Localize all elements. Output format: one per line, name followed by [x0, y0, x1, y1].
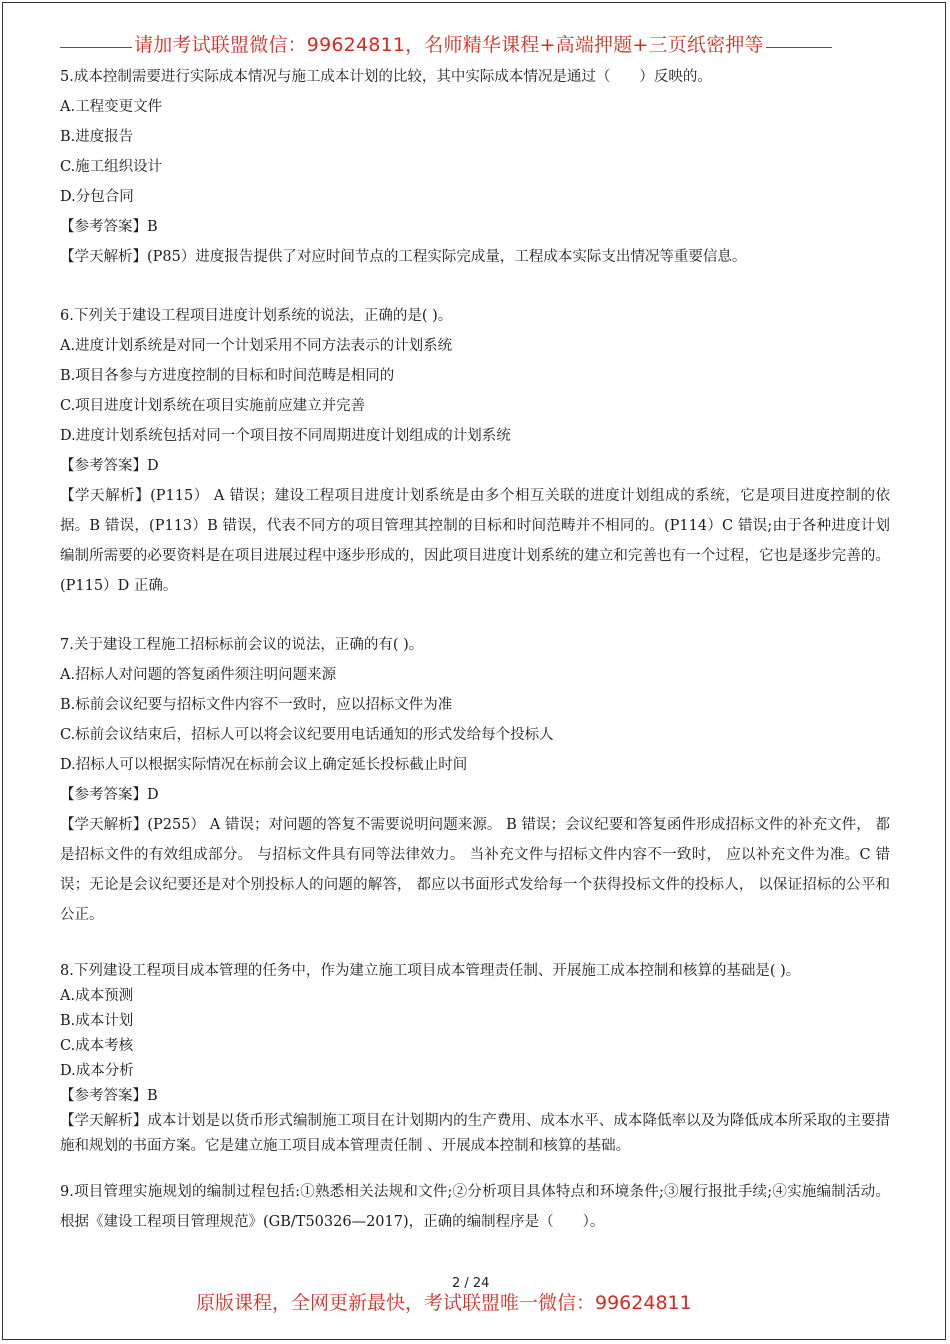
- option-b: B.标前会议纪要与招标文件内容不一致时，应以招标文件为准: [60, 697, 453, 713]
- spacer: [60, 272, 890, 301]
- reference-answer: 【参考答案】B: [60, 1088, 158, 1104]
- option-d: D.分包合同: [60, 189, 134, 205]
- question-6: [60, 301, 890, 601]
- option-c: C.标前会议结束后，招标人可以将会议纪要用电话通知的形式发给每个投标人: [60, 727, 554, 743]
- question-stem: 7.关于建设工程施工招标标前会议的说法，正确的有( )。: [60, 637, 424, 653]
- option-a: A.进度计划系统是对同一个计划采用不同方法表示的计划系统: [60, 338, 453, 354]
- answer-analysis: 【学天解析】(P85）进度报告提供了对应时间节点的工程实际完成量，工程成本实际支出情况等重要信息。: [60, 249, 747, 265]
- question-8: [60, 959, 890, 1159]
- question-9: [60, 1177, 890, 1237]
- option-d: D.成本分析: [60, 1063, 134, 1079]
- spacer: [60, 1159, 890, 1177]
- question-7: [60, 630, 890, 930]
- question-stem: 8.下列建设工程项目成本管理的任务中，作为建立施工项目成本管理责任制、开展施工成本控制和核算的基础是( )。: [60, 963, 801, 979]
- option-c: C.施工组织设计: [60, 159, 163, 175]
- option-a: A.招标人对问题的答复函件须注明问题来源: [60, 667, 337, 683]
- option-d: D.招标人可以根据实际情况在标前会议上确定延长投标截止时间: [60, 757, 468, 773]
- option-a: A.成本预测: [60, 988, 134, 1004]
- header-watermark-banner: 请加考试联盟微信：99624811，名师精华课程+高端押题+三页纸密押等: [132, 30, 766, 57]
- option-b: B.成本计划: [60, 1013, 134, 1029]
- reference-answer: 【参考答案】D: [60, 458, 159, 474]
- option-c: C.成本考核: [60, 1038, 134, 1054]
- question-stem: 6.下列关于建设工程项目进度计划系统的说法，正确的是( )。: [60, 308, 453, 324]
- option-b: B.进度报告: [60, 129, 134, 145]
- question-stem: 5.成本控制需要进行实际成本情况与施工成本计划的比较，其中实际成本情况是通过（ ）反映的。: [60, 69, 712, 85]
- page-number: 2 / 24: [452, 1276, 490, 1291]
- spacer: [60, 930, 890, 959]
- option-b: B.项目各参与方进度控制的目标和时间范畴是相同的: [60, 368, 395, 384]
- spacer: [60, 601, 890, 630]
- answer-analysis: 【学天解析】成本计划是以货币形式编制施工项目在计划期内的生产费用、成本水平、成本降低率以及为降低成本所采取的主要措施和规划的书面方案。它是建立施工项目成本管理责任制 、开展成本控制和核算的基础。: [60, 1113, 890, 1154]
- answer-analysis: 【学天解析】(P115） A 错误；建设工程项目进度计划系统是由多个相互关联的进度计划组成的系统，它是项目进度控制的依据。B 错误，(P113）B 错误，代表不同方的项目管理其控制的目标和时间范畴并不相同的。(P114）C 错误;由于各种进度计划编制所需要的必要资料是在项目进展过程中逐步形成的，因此项目进度计划系统的建立和完善也有一个过程，它也是逐步完善的。(P115）D 正确。: [60, 488, 890, 594]
- footer-watermark-banner: 原版课程，全网更新最快，考试联盟唯一微信：99624811: [196, 1292, 692, 1314]
- option-d: D.进度计划系统包括对同一个项目按不同周期进度计划组成的计划系统: [60, 428, 511, 444]
- question-5: [60, 62, 890, 272]
- reference-answer: 【参考答案】D: [60, 787, 159, 803]
- option-c: C.项目进度计划系统在项目实施前应建立并完善: [60, 398, 366, 414]
- question-stem: 9.项目管理实施规划的编制过程包括:①熟悉相关法规和文件;②分析项目具体特点和环境条件;③履行报批手续;④实施编制活动。根据《建设工程项目管理规范》(GB/T50326—2017)，正确的编制程序是（ ）。: [60, 1184, 890, 1230]
- option-a: A.工程变更文件: [60, 99, 163, 115]
- reference-answer: 【参考答案】B: [60, 219, 158, 235]
- answer-analysis: 【学天解析】(P255） A 错误；对问题的答复不需要说明问题来源。 B 错误；会议纪要和答复函件形成招标文件的补充文件， 都是招标文件的有效组成部分。 与招标文件具有同等法律效力。 当补充文件与招标文件内容不一致时， 应以补充文件为准。C 错误；无论是会议纪要还是对个别投标人的问题的解答， 都应以书面形式发给每一个获得投标文件的投标人， 以保证招标的公平和公正。: [60, 817, 890, 923]
- page-content: [60, 62, 890, 1237]
